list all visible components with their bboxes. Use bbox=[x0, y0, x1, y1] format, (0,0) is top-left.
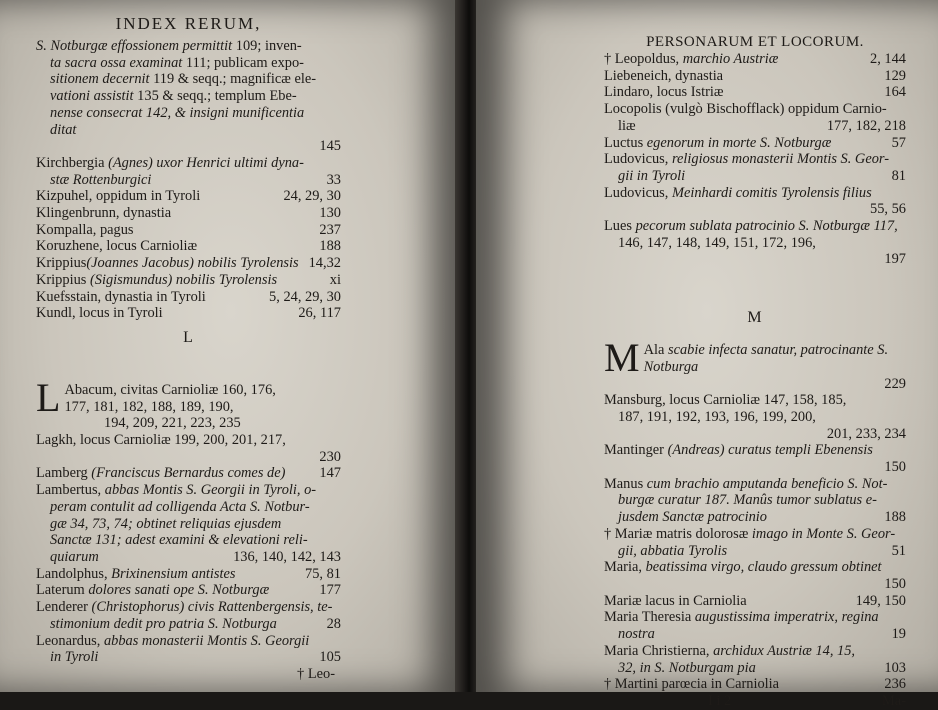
index-entry bbox=[36, 465, 341, 482]
index-entry bbox=[604, 476, 906, 526]
running-head-left: INDEX RERUM, bbox=[115, 14, 262, 33]
index-entry bbox=[36, 155, 341, 188]
entry-text: beatissima virgo, claudo gressum obtinet bbox=[645, 559, 882, 576]
entry-head: Liebeneich, dynastia bbox=[604, 67, 724, 84]
page-numbers: 230 bbox=[319, 448, 341, 465]
page-numbers: 33 bbox=[326, 171, 341, 188]
index-entry bbox=[36, 599, 341, 632]
entry-text: (Franciscus Bernardus comes de) bbox=[91, 465, 286, 482]
entry-text: (Joannes Jacobus) nobilis Tyrolensis bbox=[86, 255, 299, 272]
running-head-right: PERSONARUM ET LOCORUM. bbox=[646, 34, 864, 50]
entry-text: cum brachio amputanda beneficio S. Not- bbox=[646, 475, 888, 492]
entry-head: Lindaro, locus Istriæ bbox=[604, 84, 724, 101]
page-numbers: 136, 140, 142, 143 bbox=[233, 548, 341, 565]
left-page bbox=[0, 0, 462, 692]
signature-mark: I i 2 bbox=[708, 692, 732, 709]
signature-row bbox=[604, 693, 906, 710]
entry-head: Lues bbox=[604, 218, 632, 235]
index-entry bbox=[36, 238, 341, 255]
page-numbers: 177, 182, 218 bbox=[826, 117, 906, 134]
entry-head: Kuefsstain, dynastia in Tyroli bbox=[36, 288, 206, 305]
catchword-left: † Leo- bbox=[297, 665, 335, 682]
entry-head: † Leopoldus, bbox=[604, 51, 680, 67]
index-entry bbox=[36, 566, 341, 583]
page-numbers: 149, 150 bbox=[855, 592, 906, 609]
entry-text: abbas Montis S. Georgii in Tyroli, o- bbox=[104, 482, 317, 499]
entry-text: 119 & seqq.; magnificæ ele- bbox=[153, 71, 317, 88]
entry-head: Maria Theresia bbox=[604, 609, 692, 626]
index-entry bbox=[36, 222, 341, 239]
drop-cap: L bbox=[36, 374, 61, 420]
page-numbers: 14,32 bbox=[308, 255, 341, 272]
entry-text: Meinhardi comitis Tyrolensis filius bbox=[671, 184, 872, 201]
index-entry bbox=[36, 305, 341, 322]
entry-head: Mantinger bbox=[604, 442, 664, 459]
page-numbers: 147 bbox=[319, 465, 341, 482]
page-numbers: 57 bbox=[891, 134, 906, 151]
entry-head: Kirchbergia bbox=[36, 154, 105, 171]
page-numbers: 103 bbox=[884, 659, 906, 676]
entry-head: Krippius bbox=[36, 255, 87, 272]
section-letter-l: L bbox=[183, 328, 194, 346]
page-numbers: 24, 29, 30 bbox=[283, 188, 341, 205]
entry-head: Kundl, locus in Tyroli bbox=[36, 305, 163, 322]
section-letter-m: M bbox=[747, 309, 763, 327]
page-numbers: 197 bbox=[884, 251, 906, 268]
entry-text: archidux Austriæ 14, 15, bbox=[713, 642, 856, 659]
entry-text: ditat bbox=[50, 121, 77, 138]
index-entry bbox=[604, 593, 906, 610]
index-entry bbox=[604, 526, 906, 559]
index-entry bbox=[604, 643, 906, 676]
entry-head: Klingenbrunn, dynastia bbox=[36, 205, 172, 222]
left-column bbox=[36, 0, 341, 683]
page-numbers: 75, 81 bbox=[305, 565, 341, 582]
entry-text: stæ Rottenburgici bbox=[50, 171, 152, 188]
entry-text: 135 & seqq.; templum Ebe- bbox=[137, 88, 297, 105]
index-entry bbox=[36, 582, 341, 599]
entry-head: Leonardus, bbox=[36, 632, 101, 649]
entry-text: imago in Monte S. Geor- bbox=[751, 525, 896, 542]
entry-text: (Christophorus) civis Rattenbergensis, te- bbox=[91, 599, 333, 616]
entry-head: Kizpuhel, oppidum in Tyroli bbox=[36, 188, 201, 205]
page-numbers: 105 bbox=[319, 649, 341, 666]
entry-text: sitionem decernit bbox=[50, 71, 150, 88]
entry-text: in Tyroli bbox=[50, 649, 99, 666]
index-entry bbox=[36, 633, 341, 666]
entry-text: pecorum sublata patrocinio S. Notburgæ 117, bbox=[635, 218, 898, 235]
entry-text: Lagkh, locus Carnioliæ 199, 200, 201, 217, bbox=[36, 432, 286, 449]
entry-text: gæ 34, 73, 74; obtinet reliquias ejusdem bbox=[50, 515, 282, 532]
index-entry bbox=[36, 188, 341, 205]
page-numbers: 177 bbox=[319, 582, 341, 599]
entry-head: Koruzhene, locus Carnioliæ bbox=[36, 238, 198, 255]
entry-text: vationi assistit bbox=[50, 88, 134, 105]
entry-text: augustissima imperatrix, regina bbox=[694, 609, 879, 626]
entry-head: Ludovicus, bbox=[604, 151, 669, 168]
page-numbers: 2, 144 bbox=[870, 51, 906, 67]
entry-text: quiarum bbox=[50, 548, 99, 565]
page-numbers: 26, 117 bbox=[298, 305, 341, 322]
entry-text: 194, 209, 221, 223, 235 bbox=[104, 415, 241, 432]
page-numbers: 150 bbox=[884, 575, 906, 592]
entry-text: gii, abbatia Tyrolis bbox=[618, 542, 728, 559]
page-numbers: 28 bbox=[326, 615, 341, 632]
entry-text: (Andreas) curatus templi Ebenensis bbox=[667, 442, 873, 459]
entry-head: † Martini parœcia in Carniolia bbox=[604, 676, 780, 693]
page-numbers: 146, 147, 148, 149, 151, 172, 196, bbox=[618, 234, 816, 251]
page-numbers: 150 bbox=[884, 459, 906, 476]
entry-text: stimonium dedit pro patria S. Notburga bbox=[50, 615, 277, 632]
index-entry bbox=[36, 432, 341, 465]
entry-text: Notburga bbox=[643, 358, 699, 375]
entry-text: gii in Tyroli bbox=[618, 167, 686, 184]
entry-head: Maria Christierna, bbox=[604, 642, 710, 659]
entry-text: (Sigismundus) nobilis Tyrolensis bbox=[89, 271, 278, 288]
entry-text: Abacum, civitas Carnioliæ 160, 176, bbox=[64, 381, 276, 398]
index-entry bbox=[604, 68, 906, 85]
entry-text: Mansburg, locus Carnioliæ 147, 158, 185, bbox=[604, 392, 847, 409]
entry-text: S. Notburgæ effossionem permittit bbox=[36, 38, 233, 54]
page-numbers: 5, 24, 29, 30 bbox=[269, 288, 341, 305]
entry-head: Luctus bbox=[604, 134, 644, 151]
entry-head: Maria, bbox=[604, 559, 642, 576]
entry-text: scabie infecta sanatur, patrocinante S. bbox=[667, 342, 889, 359]
page-numbers: 19 bbox=[891, 626, 906, 643]
catchword-right: Ma- bbox=[882, 692, 906, 709]
page-numbers: 145 bbox=[319, 138, 341, 155]
entry-head: Locopolis bbox=[604, 101, 662, 118]
page-numbers: 236 bbox=[884, 676, 906, 693]
index-entry bbox=[604, 392, 906, 442]
entry-text: abbas monasterii Montis S. Georgii bbox=[103, 632, 310, 649]
entry-head: Manus bbox=[604, 475, 644, 492]
index-entry bbox=[36, 374, 341, 432]
entry-text: dolores sanati ope S. Notburgæ bbox=[88, 582, 270, 599]
index-entry bbox=[604, 185, 906, 218]
index-entry bbox=[604, 335, 906, 392]
entry-text: burgæ curatur bbox=[618, 492, 702, 509]
page-numbers: 201, 233, 234 bbox=[826, 425, 906, 442]
index-entry bbox=[36, 289, 341, 306]
index-entry bbox=[604, 676, 906, 693]
entry-head: Kompalla, pagus bbox=[36, 221, 134, 238]
entry-head: Lenderer bbox=[36, 599, 88, 616]
index-entry bbox=[604, 609, 906, 642]
entry-head: Landolphus, bbox=[36, 565, 108, 582]
index-entry bbox=[36, 205, 341, 222]
entry-text: nense consecrat bbox=[50, 104, 143, 121]
page-numbers: 164 bbox=[884, 84, 906, 101]
index-entry bbox=[36, 255, 341, 272]
entry-text: religiosus monasterii Montis S. Geor- bbox=[671, 151, 890, 168]
page-numbers: 188 bbox=[319, 238, 341, 255]
entry-head: Lamberg bbox=[36, 465, 88, 482]
entry-head: Krippius bbox=[36, 271, 87, 288]
page-numbers: 237 bbox=[319, 221, 341, 238]
right-column bbox=[604, 0, 906, 710]
entry-text: nostra bbox=[618, 626, 655, 643]
page-numbers: 188 bbox=[884, 509, 906, 526]
entry-text: 187. Manûs tumor sublatus e- bbox=[704, 492, 877, 509]
entry-text: ta sacra ossa examinat bbox=[50, 54, 183, 71]
page-numbers: 130 bbox=[319, 205, 341, 222]
index-entry bbox=[604, 101, 906, 134]
entry-text: marchio Austriæ bbox=[682, 51, 779, 67]
index-entry bbox=[604, 51, 906, 68]
entry-head: Mariæ lacus in Carniolia bbox=[604, 592, 747, 609]
entry-text: (vulgò Bischofflack) oppidum Carnio- bbox=[665, 101, 887, 118]
entry-text: liæ bbox=[618, 117, 636, 134]
entry-head: Ala bbox=[643, 342, 665, 359]
entry-text: 177, 181, 182, 188, 189, 190, bbox=[64, 398, 234, 415]
entry-text: peram contulit ad colligenda Acta S. Notbur- bbox=[50, 498, 310, 515]
entry-text: 142, & insigni munificentia bbox=[145, 104, 305, 121]
right-page bbox=[476, 0, 938, 709]
index-entry bbox=[604, 442, 906, 475]
entry-text: 109; inven- bbox=[235, 38, 302, 54]
index-entry bbox=[36, 272, 341, 289]
drop-cap: M bbox=[604, 335, 640, 381]
index-entry bbox=[604, 218, 906, 268]
entry-text: Brixinensium antistes bbox=[111, 565, 236, 582]
page-numbers: 229 bbox=[884, 375, 906, 392]
entry-text: (Agnes) uxor Henrici ultimi dyna- bbox=[108, 154, 304, 171]
index-entry bbox=[604, 84, 906, 101]
entry-text: 32, in S. Notburgam pia bbox=[618, 659, 756, 676]
entry-text: jusdem Sanctæ patrocinio bbox=[618, 509, 767, 526]
entry-text: 111; publicam expo- bbox=[185, 54, 304, 71]
entry-head: Lambertus, bbox=[36, 482, 102, 499]
page-numbers: xi bbox=[329, 271, 341, 288]
page-numbers: 51 bbox=[891, 542, 906, 559]
page-numbers: 55, 56 bbox=[870, 201, 906, 218]
index-entry-continued bbox=[36, 38, 341, 155]
index-entry bbox=[604, 135, 906, 152]
page-numbers: 129 bbox=[884, 67, 906, 84]
entry-text: egenorum in morte S. Notburgæ bbox=[646, 134, 832, 151]
entry-head: † Mariæ matris dolorosæ bbox=[604, 525, 749, 542]
index-entry bbox=[604, 151, 906, 184]
page-numbers: 187, 191, 192, 193, 196, 199, 200, bbox=[618, 408, 816, 425]
page-numbers: 81 bbox=[891, 167, 906, 184]
entry-head: Ludovicus, bbox=[604, 184, 669, 201]
index-entry bbox=[604, 559, 906, 592]
index-entry bbox=[36, 482, 341, 566]
entry-text: Sanctæ 131; adest examini & elevationi reli- bbox=[50, 532, 308, 549]
entry-head: Laterum bbox=[36, 582, 85, 599]
